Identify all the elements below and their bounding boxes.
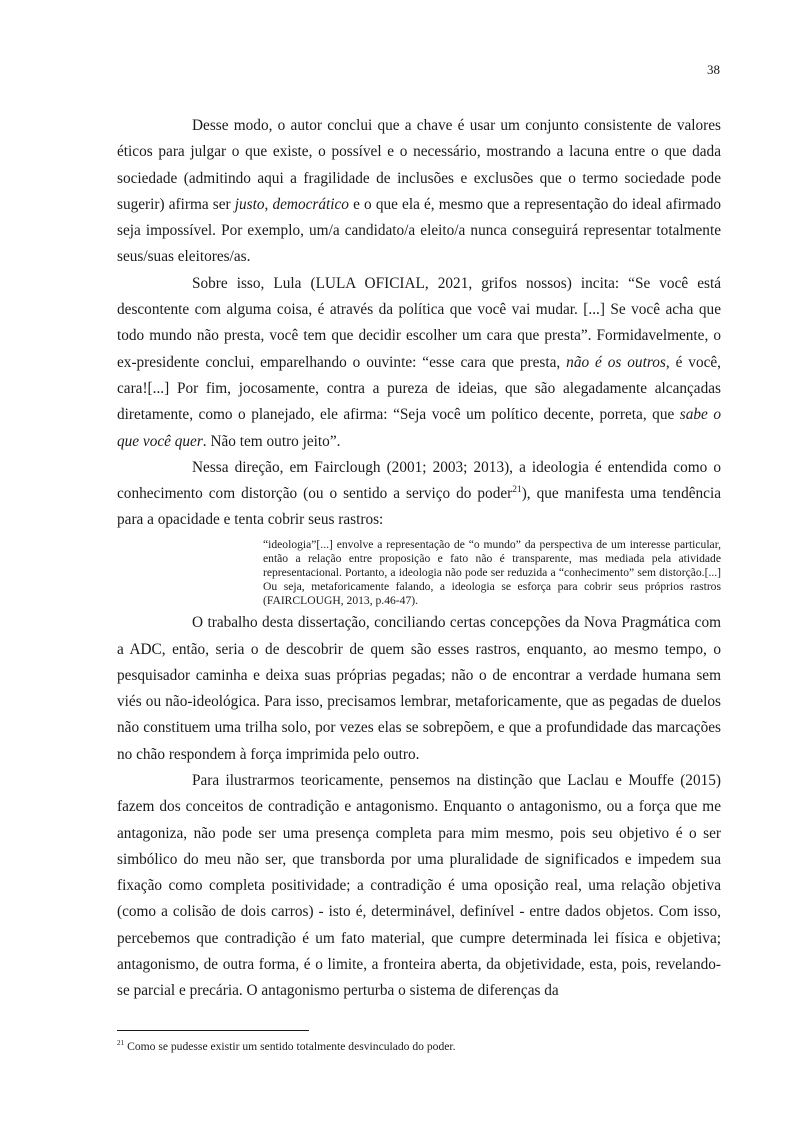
emphasis-text: não é os outros: [566, 353, 666, 371]
text-run: “ideologia”[...] envolve a representação de “o mundo” da perspectiva de um interesse particular, então a relação entre proposição e fato não é transparente, mas mediada pela atividade representacional. Portanto, a ideologia não pode ser reduzida a “conhecimento” sem distorção.[...] Ou seja, metaforicamente falando, a ideologia se esforça para cobrir seus próprios rastros (FAIRCLOUGH, 2013, p.46-47).: [263, 537, 721, 608]
paragraph-o-trabalho: [117, 610, 721, 768]
emphasis-text: democrático: [272, 195, 349, 213]
paragraph-desse-modo: [117, 113, 721, 271]
text-run: Desse modo, o autor conclui que a chave é usar um conjunto consistente de valores éticos para julgar o que existe, o possível e o necessário, mostrando a lacuna entre o que dada sociedade (admitindo aqui a fragilidade de inclusões e exclusões que o termo sociedade pode sugerir) afirma ser: [117, 117, 721, 213]
emphasis-text: justo: [234, 195, 265, 213]
footnote-21: [117, 1040, 721, 1054]
text-run: Para ilustrarmos teoricamente, pensemos na distinção que Laclau e Mouffe (2015) fazem dos conceitos de contradição e antagonismo. Enquanto o antagonismo, ou a força que me antagoniza, não pode ser uma presença completa para mim mesmo, pois seu objetivo é o ser simbólico do meu não ser, que transborda por uma pluralidade de significados e impedem sua fixação como completa positividade; a contradição é uma oposição real, uma relação objetiva (como a colisão de dois carros) - isto é, determinável, definível - entre dados objetos. Com isso, percebemos que contradição é um fato material, que cumpre determinada lei física e objetiva; antagonismo, de outra forma, é o limite, a fronteira aberta, da objetividade, esta, pois, revelando-se parcial e precária. O antagonismo perturba o sistema de diferenças da: [117, 772, 721, 1000]
paragraph-nessa-direcao: [117, 455, 721, 534]
text-run: Nessa direção, em Fairclough (2001; 2003; 2013), a ideologia é entendida como o conhecimento com distorção (ou o sentido a serviço do poder: [117, 458, 721, 503]
footnote-marker: 21: [117, 1039, 125, 1048]
page-number: 38: [707, 62, 720, 77]
text-run: . Não tem outro jeito”.: [202, 432, 341, 450]
paragraph-sobre-isso: [117, 271, 721, 455]
block-quote-fairclough: [263, 534, 721, 610]
paragraph-para-ilustrarmos: [117, 768, 721, 1005]
text-run: , é você, cara![...] Por fim, jocosamente, contra a pureza de ideias, que são alegadamente alcançadas diretamente, como o planejado, ele afirma: “Seja você um político decente, porreta, que: [117, 353, 721, 424]
text-run: O trabalho desta dissertação, conciliando certas concepções da Nova Pragmática com a ADC, então, seria o de descobrir de quem são esses rastros, enquanto, ao mesmo tempo, o pesquisador caminha e deixa suas próprias pegadas; não o de encontrar a verdade humana sem viés ou não-ideológica. Para isso, precisamos lembrar, metaforicamente, que as pegadas de duelos não constituem uma trilha solo, por vezes elas se sobrepõem, e que a profundidade das marcações no chão respondem à força imprimida pelo outro.: [117, 614, 721, 763]
footnote-ref: 21: [512, 485, 522, 496]
text-run: e o que ela é, mesmo que a representação do ideal afirmado seja impossível. Por exemplo, um/a candidato/a eleito/a nunca conseguirá representar totalmente seus/suas eleitores/as.: [117, 195, 722, 266]
body-text: [117, 113, 721, 1005]
text-run: ,: [264, 195, 273, 213]
footnote-separator: [117, 1030, 309, 1031]
emphasis-text: sabe o que você quer: [117, 406, 722, 450]
text-run: ), que manifesta uma tendência para a opacidade e tenta cobrir seus rastros:: [117, 485, 721, 529]
footnote-text: Como se pudesse existir um sentido totalmente desvinculado do poder.: [124, 1040, 456, 1053]
text-run: Sobre isso, Lula (LULA OFICIAL, 2021, grifos nossos) incita: “Se você está descontente com alguma coisa, é através da política que você vai mudar. [...] Se você acha que todo mundo não presta, você tem que decidir escolher um cara que presta”. Formidavelmente, o ex-presidente conclui, emparelhando o ouvinte: “esse cara que presta,: [117, 274, 721, 371]
